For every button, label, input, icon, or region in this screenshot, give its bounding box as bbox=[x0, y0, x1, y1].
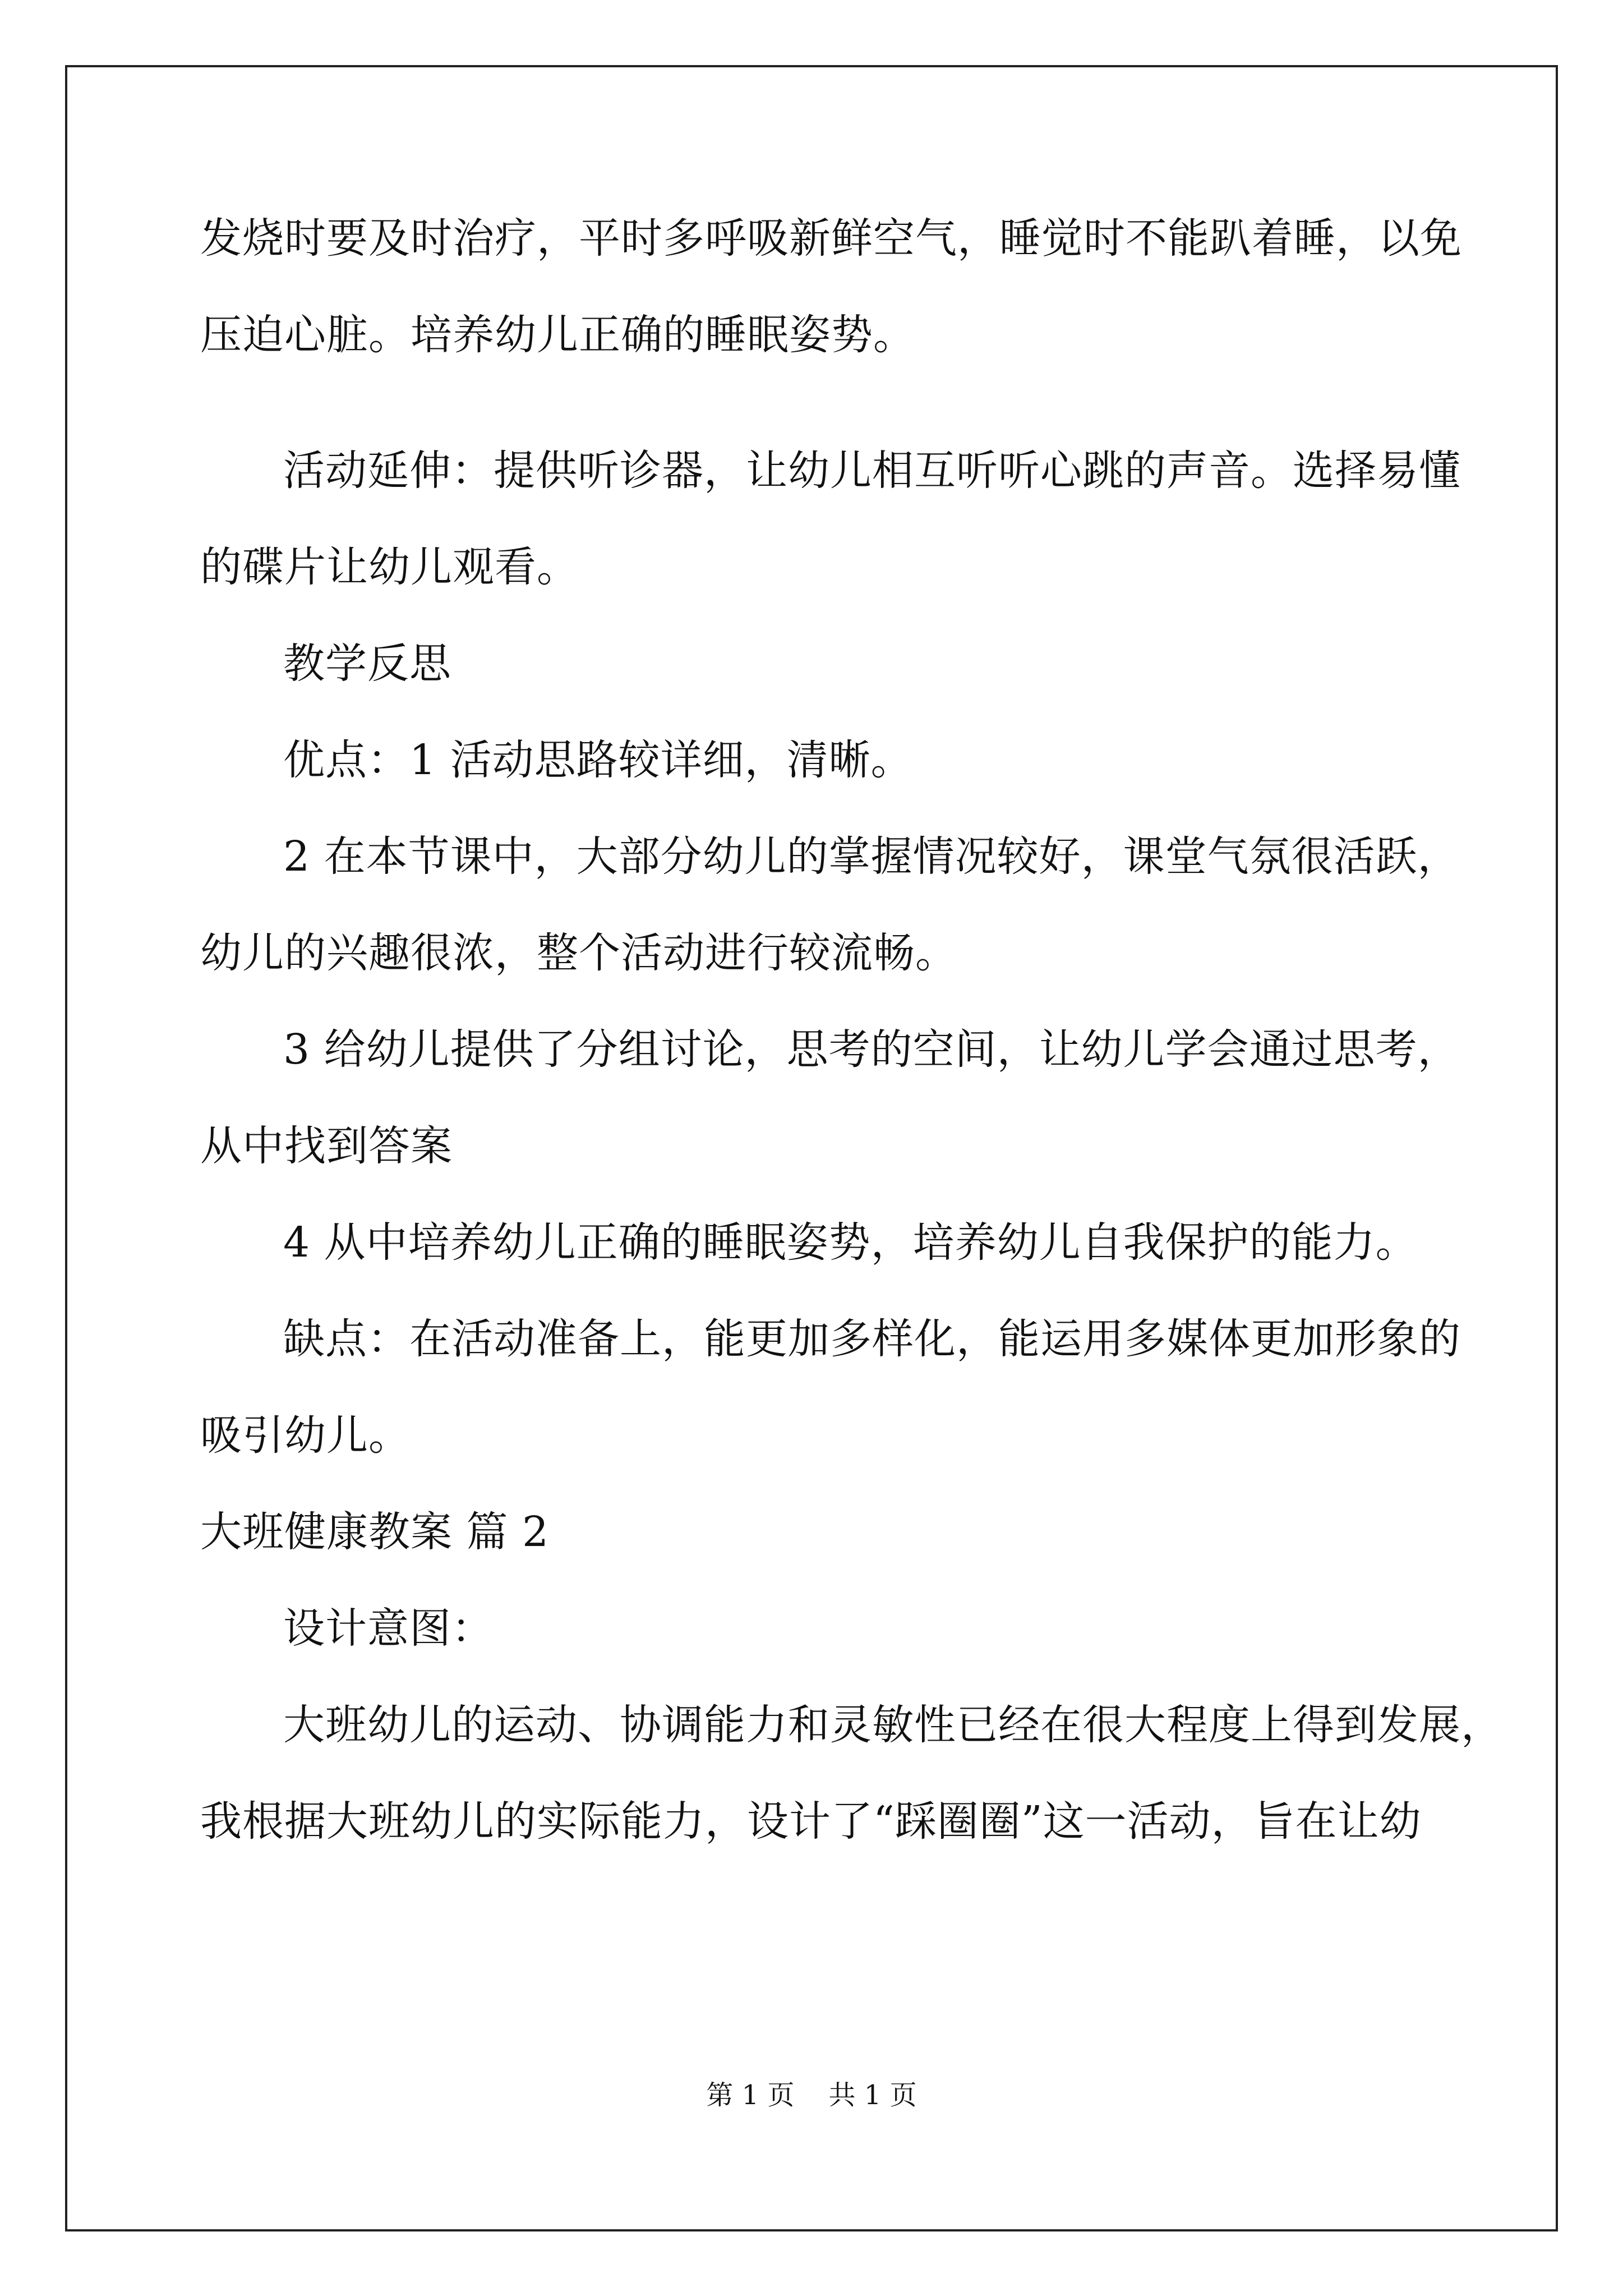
paragraph-line: 的碟片让幼儿观看。 bbox=[200, 543, 579, 591]
paragraph-line: 从中找到答案 bbox=[200, 1122, 453, 1170]
section-heading: 教学反思 bbox=[283, 639, 451, 688]
paragraph-line: 缺点：在活动准备上，能更加多样化，能运用多媒体更加形象的 bbox=[283, 1315, 1461, 1363]
section-title: 大班健康教案 篇 2 bbox=[200, 1508, 550, 1556]
paragraph-line: 大班幼儿的运动、协调能力和灵敏性已经在很大程度上得到发展， bbox=[283, 1701, 1503, 1749]
section-heading: 设计意图： bbox=[283, 1604, 494, 1653]
paragraph-line: 2 在本节课中，大部分幼儿的掌握情况较好，课堂气氛很活跃， bbox=[283, 832, 1460, 881]
paragraph-line: 活动延伸：提供听诊器，让幼儿相互听听心跳的声音。选择易懂 bbox=[283, 447, 1461, 495]
paragraph-line: 优点：1 活动思路较详细，清晰。 bbox=[283, 736, 913, 784]
page-footer: 第 1 页 共 1 页 bbox=[706, 2079, 917, 2111]
paragraph-line: 发烧时要及时治疗，平时多呼吸新鲜空气，睡觉时不能趴着睡，以免 bbox=[200, 214, 1462, 263]
paragraph-line: 压迫心脏。培养幼儿正确的睡眠姿势。 bbox=[200, 311, 915, 359]
paragraph-line: 4 从中培养幼儿正确的睡眠姿势，培养幼儿自我保护的能力。 bbox=[283, 1218, 1418, 1267]
paragraph-line: 3 给幼儿提供了分组讨论，思考的空间，让幼儿学会通过思考， bbox=[283, 1025, 1460, 1074]
paragraph-line: 吸引幼儿。 bbox=[200, 1411, 411, 1460]
paragraph-line: 幼儿的兴趣很浓，整个活动进行较流畅。 bbox=[200, 929, 957, 977]
paragraph-line: 我根据大班幼儿的实际能力，设计了“踩圈圈”这一活动，旨在让幼 bbox=[200, 1797, 1422, 1846]
